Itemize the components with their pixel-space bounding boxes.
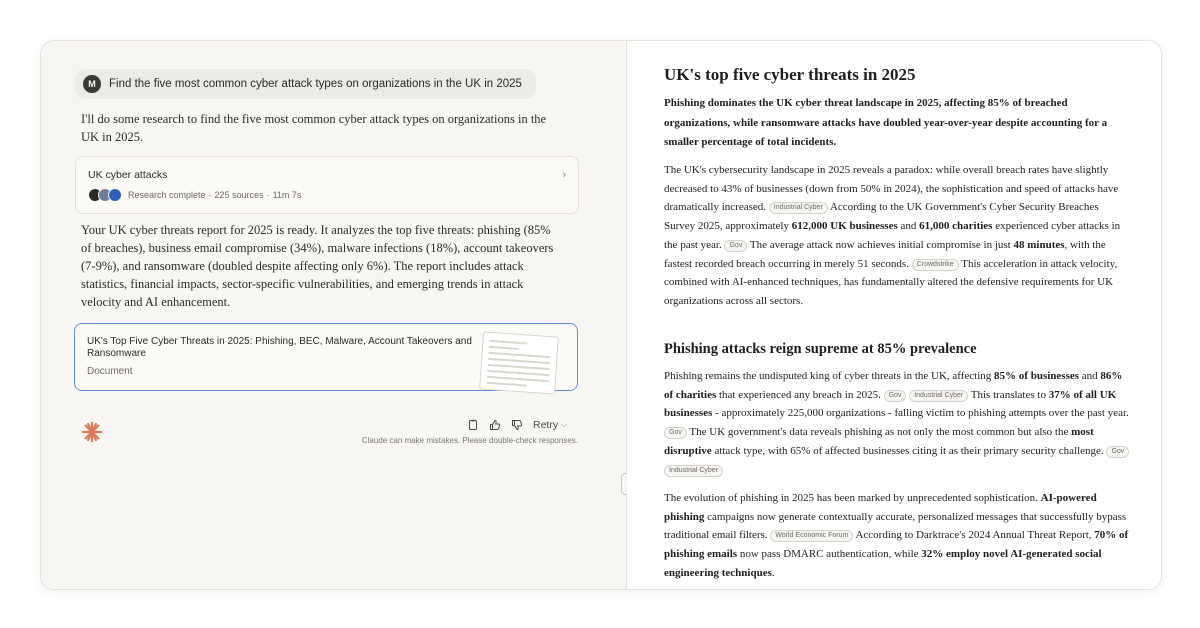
research-sources: 225 sources	[214, 190, 264, 200]
meta-separator: ·	[266, 190, 270, 200]
citation-pill[interactable]: World Economic Forum	[770, 530, 853, 542]
bold-text: 70% of phishing emails	[664, 529, 1129, 561]
chevron-right-icon: ›	[562, 169, 566, 181]
bold-text: 61,000 charities	[919, 220, 993, 233]
citation-pill[interactable]: Gov	[724, 240, 747, 252]
research-status: Research complete	[128, 190, 206, 200]
app-frame	[40, 40, 1162, 590]
research-meta	[88, 188, 301, 202]
bold-text: AI-powered phishing	[664, 492, 1097, 523]
document-title: UK's Top Five Cyber Threats in 2025: Phishing, BEC, Malware, Account Takeovers and Ransomware	[87, 336, 472, 359]
disclaimer-text: Claude can make mistakes. Please double-check responses.	[361, 436, 578, 445]
article-lead: Phishing dominates the UK cyber threat landscape in 2025, affecting 85% of breached organizations, while ransomware attacks have doubled year-over-year despite accounting for a smaller percentage of total incidents.	[664, 97, 1108, 149]
bold-text: 612,000 UK businesses	[791, 220, 898, 233]
article-paragraph-3: The evolution of phishing in 2025 has been marked by unprecedented sophistication. AI-powered phishing campaigns now generate contextually accurate, personalized messages that successfully bypass traditional email filters. World Economic Forum According to Darktrace's 2024 Annual Threat Report, 70% of phishing emails now pass DMARC authentication, while 32% employ novel AI-generated social engineering techniques.	[664, 492, 1129, 579]
research-duration: 11m 7s	[272, 190, 302, 200]
user-avatar[interactable]: M	[83, 75, 101, 93]
citation-pill[interactable]: Industrial Cyber	[769, 202, 828, 214]
retry-button[interactable]	[533, 419, 567, 431]
bold-text: 86% of charities	[664, 370, 1123, 401]
assistant-intro-text: I'll do some research to find the five most common cyber attack types on organizations in the UK in 2025.	[81, 112, 547, 144]
message-actions	[467, 419, 567, 431]
article-paragraph-2: Phishing remains the undisputed king of cyber threats in the UK, affecting 85% of businesses and 86% of charities that experienced any breach in 2025. Gov Industrial Cyber This translates to 37% of all UK businesses - approximately 225,000 organizations - falling victim to phishing attempts over the past year. Gov The UK government's data reveals phishing as not only the most common but also the most disruptive attack type, with 65% of affected businesses citing it as their primary security challenge. Gov Industrial Cyber	[664, 367, 1130, 479]
bold-text: most disruptive	[664, 426, 1094, 457]
document-thumbnail	[479, 331, 559, 394]
document-panel	[627, 41, 1161, 589]
document-type: Document	[87, 366, 133, 377]
citation-pill[interactable]: Crowdstrike	[912, 259, 959, 271]
source-icon	[108, 188, 122, 202]
bold-text: 48 minutes	[1013, 238, 1065, 251]
citation-pill[interactable]: Gov	[884, 390, 907, 402]
claude-logo-icon	[81, 421, 103, 443]
thumbs-down-icon[interactable]	[511, 419, 523, 431]
chat-panel	[41, 41, 627, 589]
section-heading-phishing: Phishing attacks reign supreme at 85% prevalence	[664, 341, 977, 357]
article-title: UK's top five cyber threats in 2025	[664, 65, 916, 84]
user-message-text: Find the five most common cyber attack types on organizations in the UK in 2025	[109, 78, 522, 90]
citation-pill[interactable]: Industrial Cyber	[909, 390, 968, 402]
bold-text: 37% of all UK businesses	[664, 388, 1117, 420]
retry-label: Retry	[533, 419, 559, 431]
citation-pill[interactable]: Gov	[664, 427, 687, 439]
meta-separator: ·	[208, 190, 212, 200]
research-title: UK cyber attacks	[88, 169, 168, 181]
bold-text: 32% employ novel AI-generated social engineering techniques	[664, 548, 1102, 579]
document-card[interactable]	[74, 323, 578, 391]
chevron-down-icon: ⌵	[561, 420, 568, 429]
copy-icon[interactable]	[467, 419, 479, 431]
user-message	[75, 69, 536, 99]
citation-pill[interactable]: Gov	[1106, 446, 1129, 458]
assistant-summary-text: Your UK cyber threats report for 2025 is ready. It analyzes the top five threats: phishing (85% of breaches), business email compromise (34%), malware infections (18%), account takeovers (7-9%), and ransomware (doubled despite affecting only 6%). The report includes attack statistics, financial impacts, sector-specific vulnerabilities, and emerging trends in attack velocity and AI enhancement.	[81, 223, 554, 309]
article-paragraph-1: The UK's cybersecurity landscape in 2025 reveals a paradox: while overall breach rates have slightly decreased to 43% of businesses (down from 50% in 2024), the sophistication and speed of attacks have dramatically increased. Industrial Cyber According to the UK Government's Cyber Security Breaches Survey 2025, approximately 612,000 UK businesses and 61,000 charities experienced cyber attacks in the past year. Gov The average attack now achieves initial compromise in just 48 minutes, with the fastest recorded breach occurring in merely 51 seconds. Crowdstrike This acceleration in attack velocity, combined with AI-enhanced techniques, has fundamentally altered the defensive requirements for UK organizations across all sectors.	[664, 164, 1121, 307]
bold-text: 85% of businesses	[994, 370, 1080, 382]
research-card[interactable]	[75, 156, 579, 214]
source-icons	[88, 188, 118, 202]
thumbs-up-icon[interactable]	[489, 419, 501, 431]
citation-pill[interactable]: Industrial Cyber	[664, 465, 723, 477]
